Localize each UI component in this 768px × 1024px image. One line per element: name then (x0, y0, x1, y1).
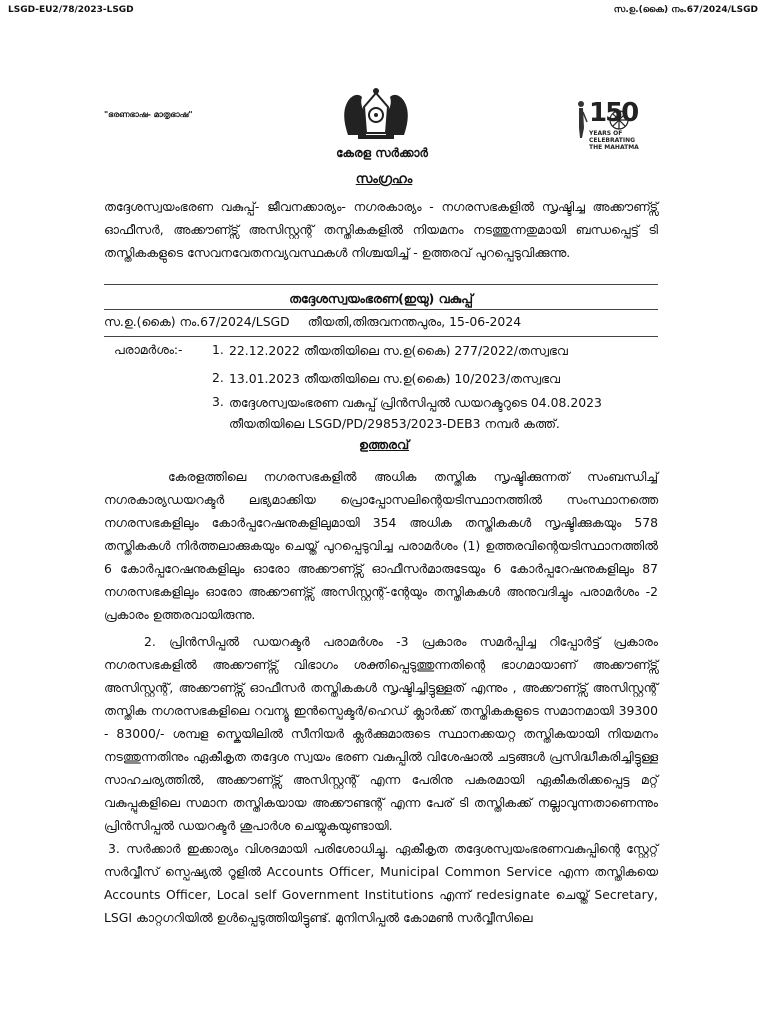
body-paragraph-1: കേരളത്തിലെ നഗരസഭകളിൽ അധിക തസ്തിക സൃഷ്ടിക്കുന്നത് സംബന്ധിച്ച് നഗരകാര്യഡയറക്ടർ ലഭ്യമാക്കിയ പ്രൊപ്പോസലിന്റെയടിസ്ഥാനത്തിൽ സംസ്ഥാനത്തെ നഗരസഭകളിലും കോർപ്പറേഷനുകളിലുമായി 354 അധിക തസ്തികകൾ സൃഷ്ടിക്കുകയും 578 തസ്തികകൾ നിർത്തലാക്കുകയും ചെയ്ത് പുറപ്പെടുവിച്ച പരാമർശം (1) ഉത്തരവിന്റെയടിസ്ഥാനത്തിൽ 6 കോർപ്പറേഷനുകളിലും ഓരോ അക്കൗണ്ട്സ് ഓഫീസർമാരുടേയും 6 കോർപ്പറേഷനുകളിലും 87 നഗരസഭകളിലും ഓരോ അക്കൗണ്ട്സ് അസിസ്റ്റന്റ്-ന്റേയും തസ്തികകൾ അനുവദിച്ചും പരാമർശം -2 പ്രകാരം ഉത്തരവായിരുന്നു. (104, 469, 658, 622)
reference-item: തദ്ദേശസ്വയംഭരണ വകുപ്പ് പ്രിൻസിപ്പൽ ഡയറക്ടറുടെ 04.08.2023 തീയതിയിലെ LSGD/PD/29853/2023-DEB3 നമ്പർ കത്ത്. (229, 395, 602, 431)
logo-line3: THE MAHATMA (589, 144, 639, 151)
logo-line2: CELEBRATING (589, 137, 636, 144)
order-number: സ.ഉ.(കൈ) നം.67/2024/LSGD (104, 314, 290, 329)
logo-number: 150 (589, 98, 638, 128)
header-right-code: സ.ഉ.(കൈ) നം.67/2024/LSGD (613, 5, 758, 15)
divider (104, 284, 658, 285)
divider (104, 309, 658, 310)
motto: "ഭരണഭാഷ- മാതൃഭാഷ" (104, 110, 193, 119)
references-label: പരാമർശം:- (114, 342, 183, 357)
header-left-code: LSGD-EU2/78/2023-LSGD (8, 5, 134, 15)
summary-text: തദ്ദേശസ്വയംഭരണ വകുപ്പ്- ജീവനക്കാര്യം- നഗരകാര്യം - നഗരസഭകളിൽ സൃഷ്ടിച്ച അക്കൗണ്ട്സ് ഓഫീസർ, അക്കൗണ്ട്സ് അസിസ്റ്റന്റ് തസ്തികകളിൽ നിയമനം നടത്തുന്നതുമായി ബന്ധപ്പെട്ട് ടി തസ്തികകളുടെ സേവനവേതനവ്യവസ്ഥകൾ നിശ്ചയിച്ച് - ഉത്തരവ് പുറപ്പെടുവിക്കുന്നു. (104, 199, 658, 260)
body-paragraph-3: 3. സർക്കാർ ഇക്കാര്യം വിശദമായി പരിശോധിച്ചു. ഏകീകൃത തദ്ദേശസ്വയംഭരണവകുപ്പിന്റെ സ്റ്റേറ്റ് സർവ്വീസ് സ്പെഷ്യൽ റൂളിൽ Accounts Officer, Municipal Common Service എന്ന തസ്തികയെ Accounts Officer, Local self Government Institutions എന്ന് redesignate ചെയ്ത് Secretary, LSGI കാറ്റഗറിയിൽ ഉൾപ്പെടുത്തിയിട്ടുണ്ട്. മുനിസിപ്പൽ കോമൺ സർവ്വീസിലെ (104, 841, 658, 925)
reference-item: 13.01.2023 തീയതിയിലെ സ.ഉ(കൈ) 10/2023/തസ്വഭവ (229, 371, 560, 386)
reference-number: 3. (212, 394, 224, 409)
order-title: ഉത്തരവ് (358, 437, 410, 452)
order-line (104, 314, 521, 330)
logo-line1: YEARS OF (589, 130, 623, 137)
reference-number: 2. (212, 370, 224, 385)
department-name: തദ്ദേശസ്വയംഭരണ(ഇയു) വകുപ്പ് (289, 291, 473, 306)
kerala-emblem-icon (338, 85, 414, 141)
order-date: തീയതി,തിരുവനന്തപുരം, 15-06-2024 (307, 314, 522, 329)
summary-title: സംഗ്രഹം (355, 172, 413, 187)
reference-number: 1. (212, 342, 224, 357)
government-name: കേരള സർക്കാർ (336, 146, 428, 160)
reference-item: 22.12.2022 തീയതിയിലെ സ.ഉ(കൈ) 277/2022/തസ്വഭവ (229, 343, 568, 358)
body-paragraph-2: 2. പ്രിൻസിപ്പൽ ഡയറക്ടർ പരാമർശം -3 പ്രകാരം സമർപ്പിച്ച റിപ്പോർട്ട് പ്രകാരം നഗരസഭകളിൽ അക്കൗണ്ട്സ് വിഭാഗം ശക്തിപ്പെടുത്തുന്നതിന്റെ ഭാഗമായാണ് അക്കൗണ്ട്സ് അസിസ്റ്റന്റ്, അക്കൗണ്ട്സ് ഓഫീസർ തസ്തികകൾ സൃഷ്ടിച്ചിട്ടുള്ളത് എന്നും , അക്കൗണ്ട്സ് അസിസ്റ്റന്റ് തസ്തിക നഗരസഭകളിലെ റവന്യൂ ഇൻസ്പെക്ടർ/ഹെഡ് ക്ലാർക്ക് തസ്തികകളുടെ സമാനമായി 39300 - 83000/- ശമ്പള സ്കെയിലിൽ സീനിയർ ക്ലർക്കുമാരുടെ സ്ഥാനക്കയറ്റ തസ്തികയായി നിയമനം നടത്തുന്നതിനും ഏകീകൃത തദ്ദേശ സ്വയം ഭരണ വകുപ്പിൽ വിശേഷാൽ ചട്ടങ്ങൾ പ്രസിദ്ധീകരിച്ചിട്ടുള്ള സാഹചര്യത്തിൽ, അക്കൗണ്ട്സ് അസിസ്റ്റന്റ് എന്ന പേരിനു പകരമായി ഏകീകരിക്കപ്പെട്ട മറ്റ് വകുപ്പുകളിലെ സമാന തസ്തികയായ അക്കൗണ്ടന്റ് എന്ന പേര് ടി തസ്തികക്ക് നല്ലാവുന്നതാണെന്നും പ്രിൻസിപ്പൽ ഡയറക്ടർ ശുപാർശ ചെയ്യുകയുണ്ടായി. (104, 634, 658, 833)
divider (104, 336, 658, 337)
gandhi-150-logo (573, 98, 651, 156)
